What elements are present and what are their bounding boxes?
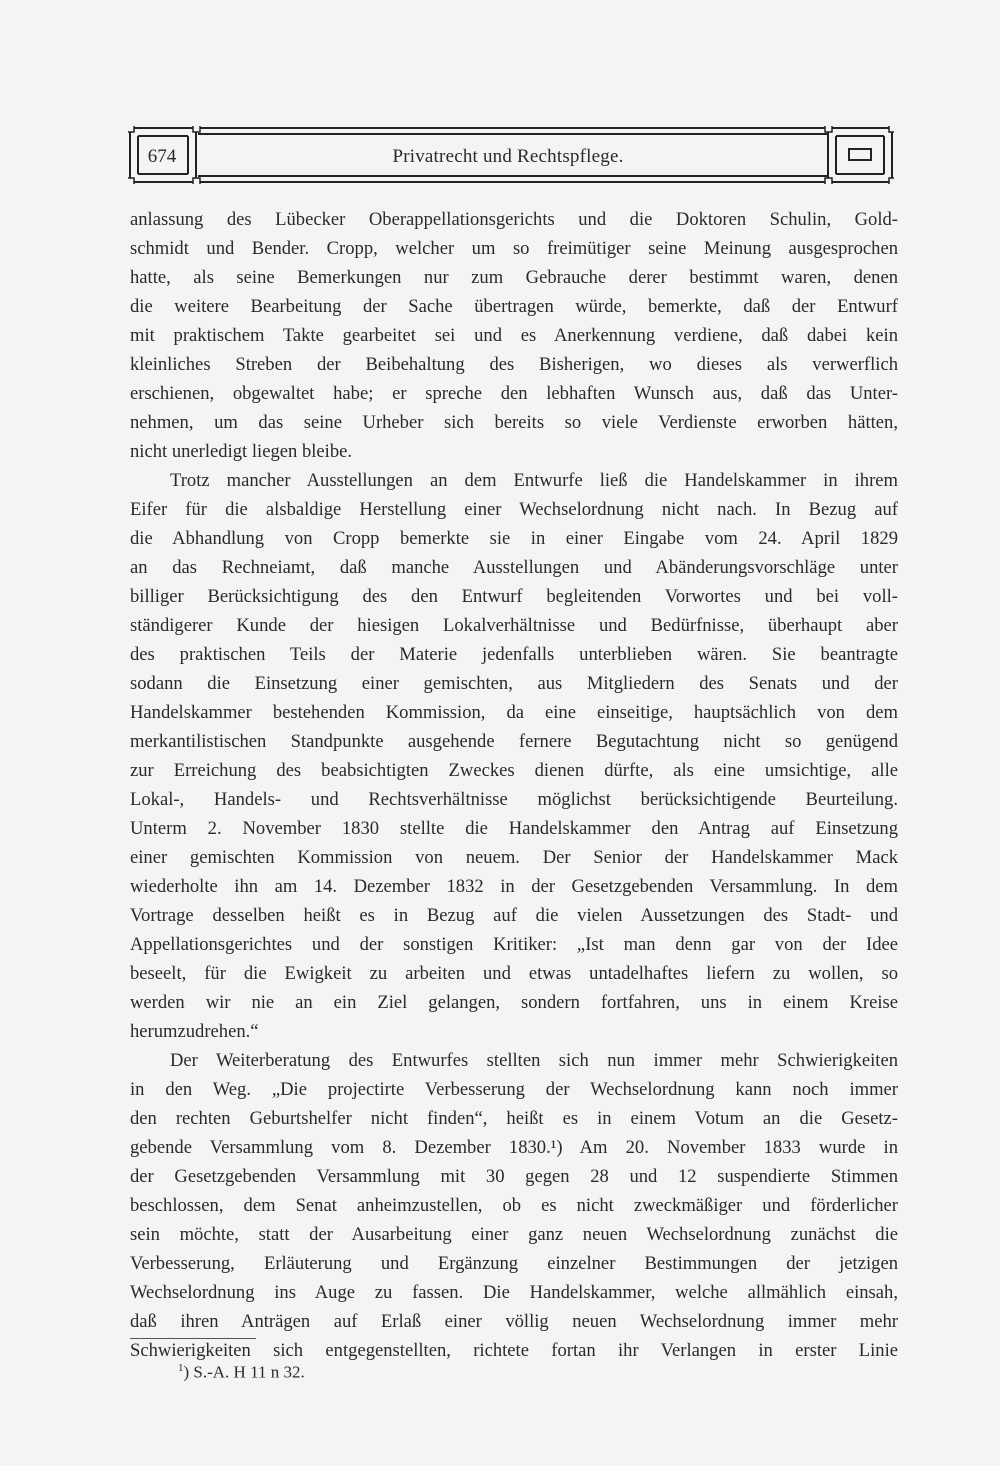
text-line: mit praktischem Takte gearbeitet sei und es Anerkennung verdiene, daß dabei kein [130,325,898,346]
text-line: herumzudrehen.“ [130,1021,259,1042]
text-line: nehmen, um das seine Urheber sich bereits so viele Verdienste erworben hätten, [130,412,898,433]
paragraph [130,205,898,466]
footnote [178,1356,305,1385]
text-line: ständigerer Kunde der hiesigen Lokalverhältnisse und Bedürfnisse, überhaupt aber [130,615,898,636]
text-line: daß ihren Anträgen auf Erlaß einer völlig neuen Wechselordnung immer mehr [130,1311,898,1332]
body-text [130,205,898,1365]
text-line: sein möchte, statt der Ausarbeitung einer ganz neuen Wechselordnung zunächst die [130,1224,898,1245]
footnote-marker: 1 [178,1362,184,1374]
text-line: kleinliches Streben der Beibehaltung des Bisherigen, wo dieses als verwerflich [130,354,898,375]
text-line: gebende Versammlung vom 8. Dezember 1830.¹) Am 20. November 1833 wurde in [130,1137,898,1158]
text-line: anlassung des Lübecker Oberappellationsgerichts und die Doktoren Schulin, Gold- [130,209,898,230]
paragraph [130,1046,898,1365]
footnote-text: ) S.-A. H 11 n 32. [183,1362,305,1382]
text-line: Verbesserung, Erläuterung und Ergänzung einzelner Bestimmungen der jetzigen [130,1253,898,1274]
text-line: Appellationsgerichtes und der sonstigen Kritiker: „Ist man denn gar von der Idee [130,934,898,955]
text-line: beschlossen, dem Senat anheimzustellen, ob es nicht zweckmäßiger und förderlicher [130,1195,898,1216]
text-line: billiger Berücksichtigung des den Entwurf begleitenden Vorwortes und bei voll- [130,586,898,607]
text-line: Vortrage desselben heißt es in Bezug auf die vielen Aussetzungen des Stadt- und [130,905,898,926]
text-line: sodann die Einsetzung einer gemischten, aus Mitgliedern des Senats und der [130,673,898,694]
footnote-divider [130,1338,256,1339]
text-line: schmidt und Bender. Cropp, welcher um so freimütiger seine Meinung ausgesprochen [130,238,898,259]
text-line: wiederholte ihn am 14. Dezember 1832 in der Gesetzgebenden Versammlung. In dem [130,876,898,897]
paragraph [130,466,898,1046]
text-line: des praktischen Teils der Materie jedenfalls unterblieben wären. Sie beantragte [130,644,898,665]
text-line: die weitere Bearbeitung der Sache übertragen würde, bemerkte, daß der Entwurf [130,296,898,317]
text-line: die Abhandlung von Cropp bemerkte sie in einer Eingabe vom 24. April 1829 [130,528,898,549]
text-line: Der Weiterberatung des Entwurfes stellten sich nun immer mehr Schwierigkeiten [170,1050,898,1071]
text-line: Lokal-, Handels- und Rechtsverhältnisse möglichst berücksichtigende Beurteilung. [130,789,898,810]
text-line: merkantilistischen Standpunkte ausgehende fernere Begutachtung nicht so genügend [130,731,898,752]
page-number: 674 [147,146,177,167]
text-line: beseelt, für die Ewigkeit zu arbeiten und etwas untadelhaftes liefern zu wollen, so [130,963,898,984]
text-line: werden wir nie an ein Ziel gelangen, sondern fortfahren, uns in einem Kreise [130,992,898,1013]
text-line: hatte, als seine Bemerkungen nur zum Gebrauche derer bestimmt waren, denen [130,267,898,288]
text-line: Schwierigkeiten sich entgegenstellten, richtete fortan ihr Verlangen in erster Linie [130,1340,898,1361]
running-header [128,126,894,184]
running-title: Privatrecht und Rechtspflege. [392,146,624,167]
text-line: Eifer für die alsbaldige Herstellung einer Wechselordnung nicht nach. In Bezug auf [130,499,898,520]
text-line: den rechten Geburtshelfer nicht finden“, heißt es in einem Votum an die Gesetz- [130,1108,898,1129]
text-line: nicht unerledigt liegen bleibe. [130,441,353,462]
text-line: an das Rechneiamt, daß manche Ausstellungen und Abänderungsvorschläge unter [130,557,898,578]
text-line: Unterm 2. November 1830 stellte die Handelskammer den Antrag auf Einsetzung [130,818,898,839]
text-line: in den Weg. „Die projectirte Verbesserung der Wechselordnung kann noch immer [130,1079,898,1100]
text-line: Handelskammer bestehenden Kommission, da eine einseitige, hauptsächlich von dem [130,702,898,723]
text-line: erschienen, obgewaltet habe; er spreche den lebhaften Wunsch aus, daß das Unter- [130,383,898,404]
text-line: zur Erreichung des beabsichtigten Zweckes dienen dürfte, als eine umsichtige, alle [130,760,898,781]
text-line: der Gesetzgebenden Versammlung mit 30 gegen 28 und 12 suspendierte Stimmen [130,1166,898,1187]
text-line: einer gemischten Kommission von neuem. Der Senior der Handelskammer Mack [130,847,898,868]
text-line: Wechselordnung ins Auge zu fassen. Die Handelskammer, welche allmählich einsah, [130,1282,898,1303]
text-line: Trotz mancher Ausstellungen an dem Entwurfe ließ die Handelskammer in ihrem [170,470,898,491]
